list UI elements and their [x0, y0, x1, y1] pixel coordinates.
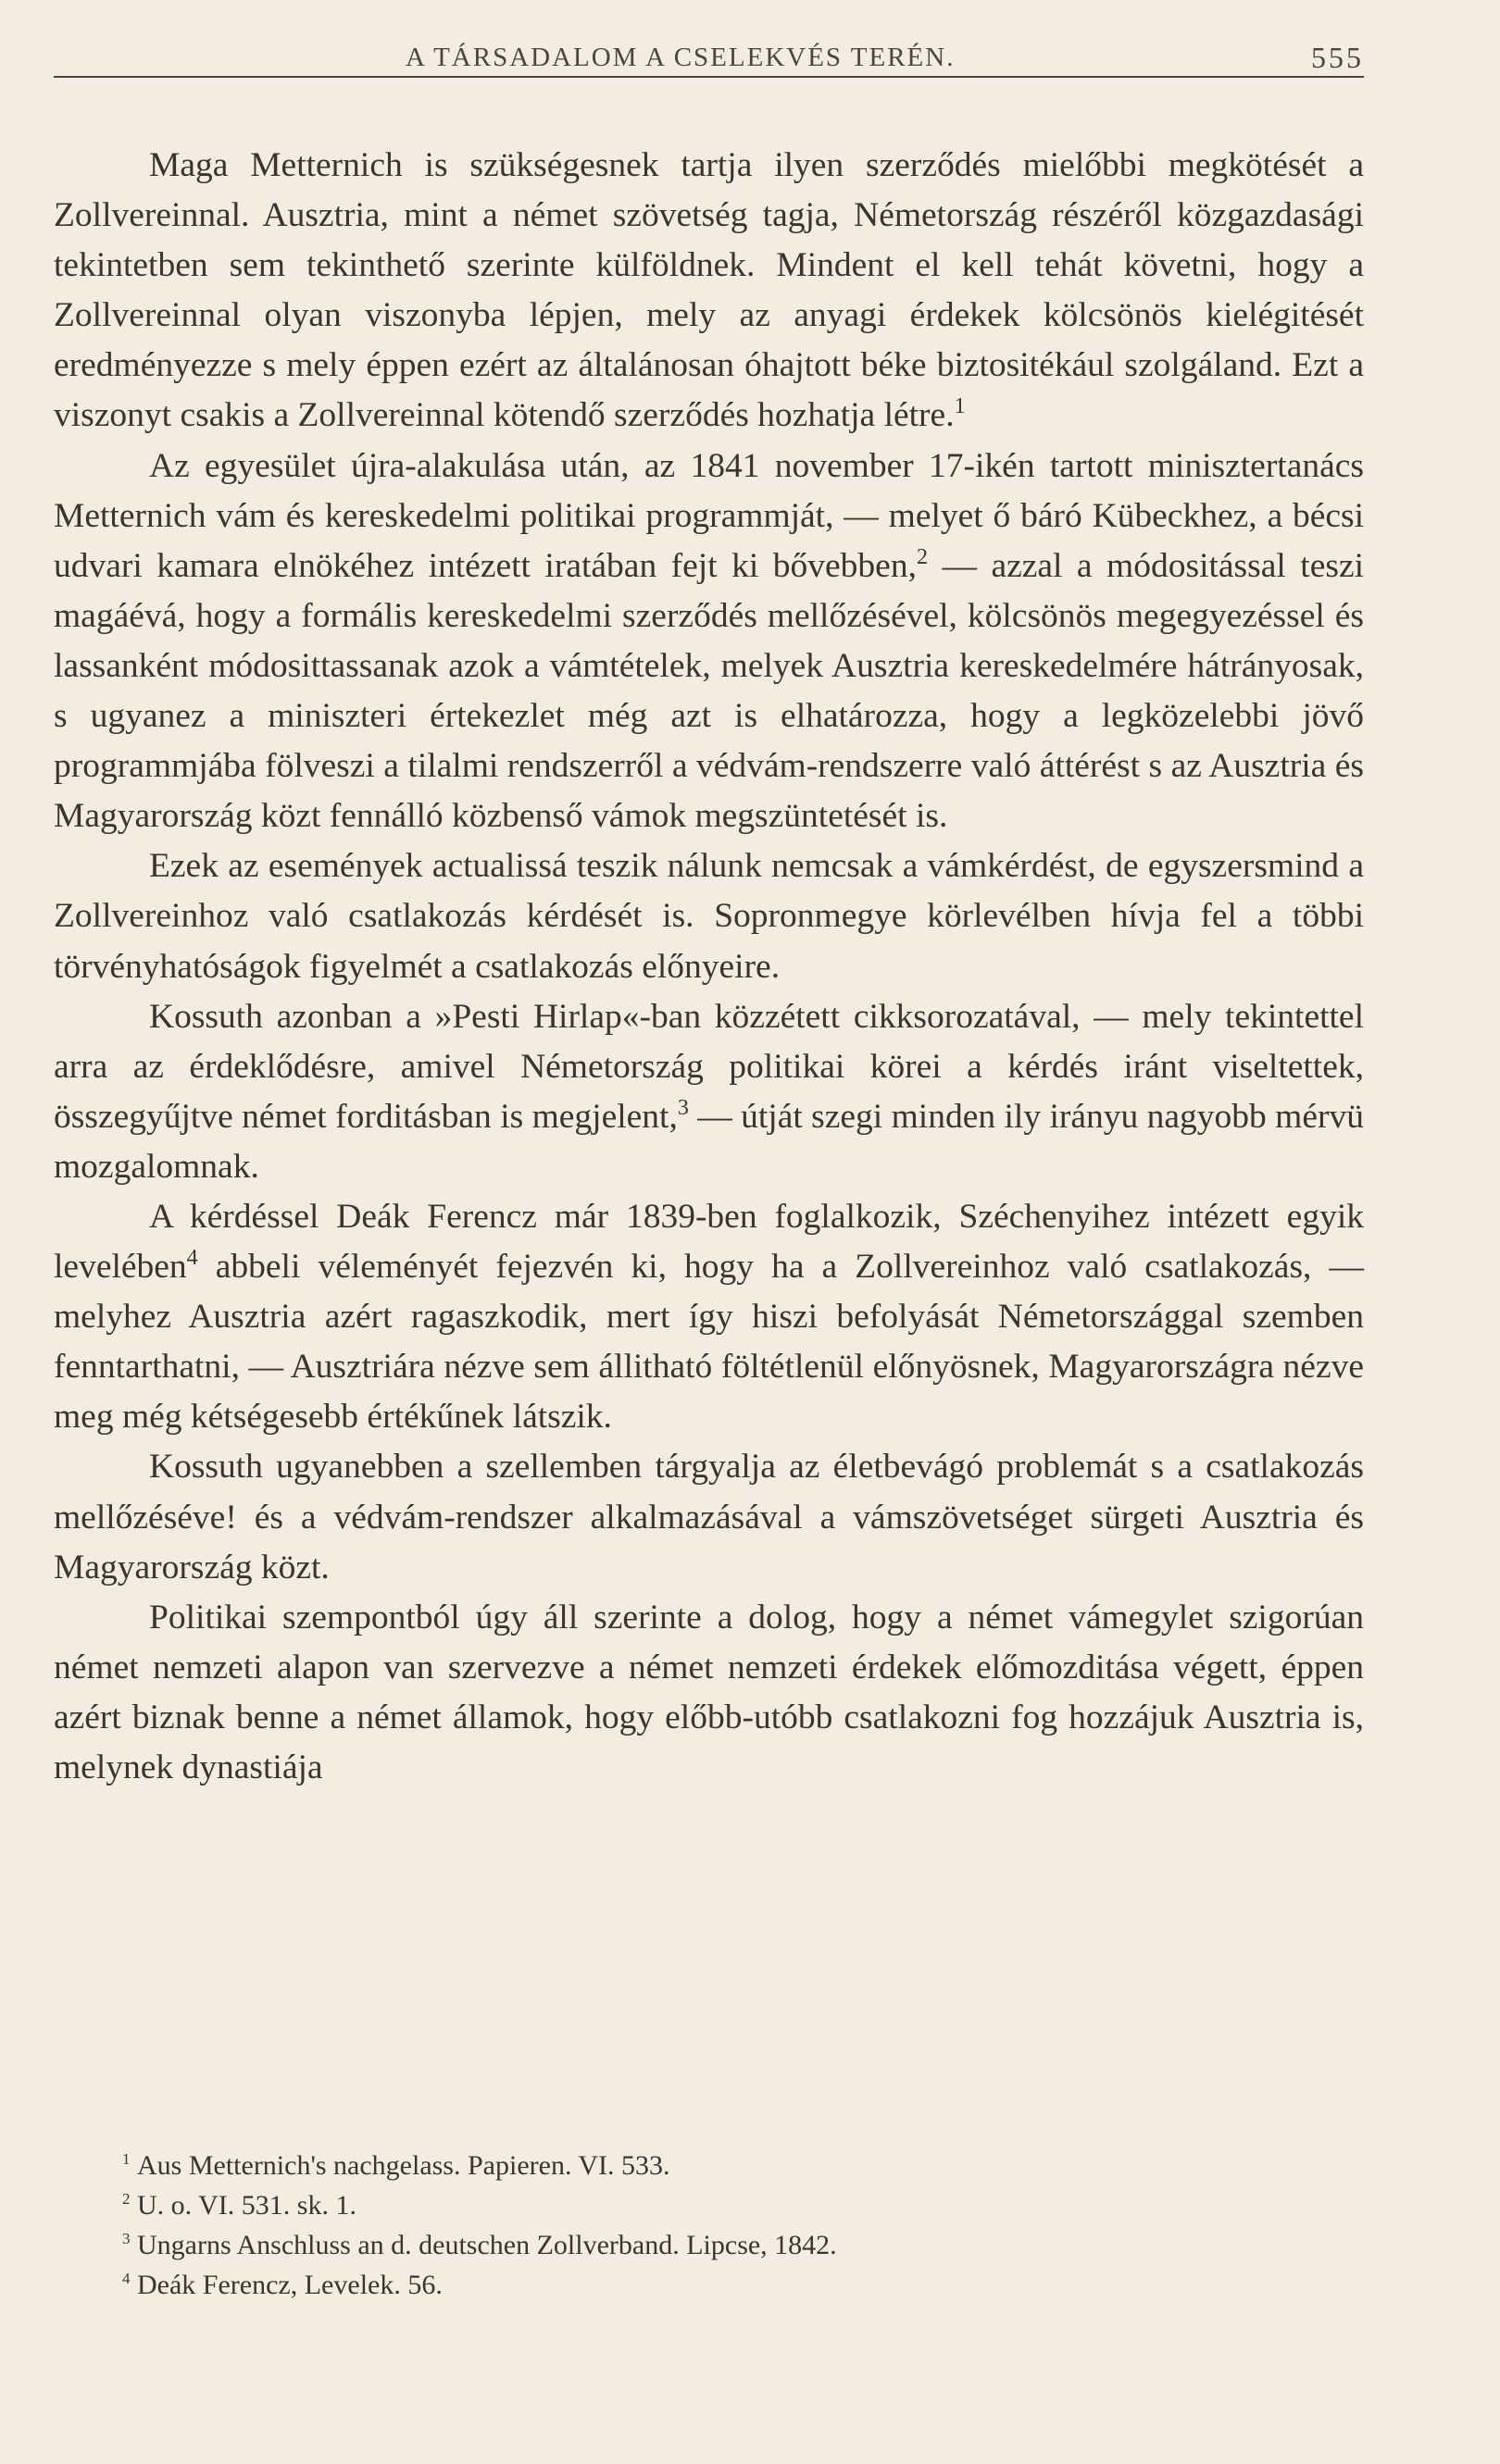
paragraph	[54, 1192, 1364, 1442]
footnote-mark: 2	[122, 2190, 131, 2208]
footnote	[122, 2225, 1341, 2265]
text-run: — útját szegi minden ily irányu nagyobb mérvü mozgalomnak.	[54, 1097, 1364, 1186]
footnote-ref: 4	[186, 1246, 198, 1271]
text-run: abbeli véleményét fejezvén ki, hogy ha a Zollvereinhoz való csatlakozás, — melyhez Ausztria azért ragaszkodik, mert így hiszi befolyását Németországgal szemben fenntarthatni, — Ausztriára nézve sem állitható föltétlenül előnyösnek, Magyarországra nézve meg még kétségesebb értékűnek látszik.	[54, 1248, 1364, 1437]
text-run: Kossuth azonban a »Pesti Hirlap«-ban közzétett cikksorozatával, — mely tekintettel arra az érdeklődésre, amivel Németország politikai körei a kérdés iránt viseltettek, összegyűjtve német forditásban is megjelent,	[54, 997, 1364, 1136]
footnote-mark: 1	[122, 2150, 131, 2168]
footnote-text: Deák Ferencz, Levelek. 56.	[137, 2270, 443, 2300]
paragraph	[54, 841, 1364, 991]
footnote-text: Ungarns Anschluss an d. deutschen Zollverband. Lipcse, 1842.	[137, 2230, 837, 2260]
paragraph	[54, 1442, 1364, 1592]
footnote-ref: 1	[954, 394, 966, 419]
footnote-ref: 3	[677, 1095, 689, 1120]
footnote-mark: 3	[122, 2230, 131, 2247]
page-number: 555	[1311, 41, 1364, 74]
text-run: Ezek az események actualissá teszik nálunk nemcsak a vámkérdést, de egyszersmind a Zollvereinhoz való csatlakozás kérdését is. Sopronmegye körlevélben hívja fel a többi törvényhatóságok figyelmét a csatlakozás előnyeire.	[54, 847, 1364, 986]
footnote-text: Aus Metternich's nachgelass. Papieren. VI. 533.	[137, 2150, 670, 2181]
paragraph	[54, 442, 1364, 842]
footnote-text: U. o. VI. 531. sk. 1.	[137, 2190, 356, 2221]
footnote	[122, 2265, 1341, 2305]
footnote-mark: 4	[122, 2270, 131, 2287]
paragraph	[54, 992, 1364, 1192]
text-run: — azzal a módositással teszi magáévá, hogy a formális kereskedelmi szerződés mellőzésével, kölcsönös megegyezéssel és lassanként módosittassanak azok a vámtételek, melyek Ausztria kereskedelmére hátrányosak, s ugyanez a miniszteri értekezlet még azt is elhatározza, hogy a legközelebbi jövő programmjába fölveszi a tilalmi rendszerről a védvám-rendszerre való áttérést s az Ausztria és Magyarország közt fennálló közbenső vámok megszüntetését is.	[54, 546, 1365, 836]
footnotes	[122, 2146, 1341, 2305]
body-text	[54, 141, 1364, 1793]
paragraph	[54, 141, 1364, 442]
text-run: Az egyesület újra-alakulása után, az 1841 november 17-ikén tartott minisztertanács Metternich vám és kereskedelmi politikai programmját, — melyet ő báró Kübeckhez, a bécsi udvari kamara elnökéhez intézett iratában fejt ki bővebben,	[54, 446, 1364, 585]
text-run: A kérdéssel Deák Ferencz már 1839-ben foglalkozik, Széchenyihez intézett egyik levelében	[54, 1197, 1364, 1287]
running-head	[54, 35, 1364, 78]
footnote	[122, 2146, 1341, 2185]
text-run: Kossuth ugyanebben a szellemben tárgyalja az életbevágó problemát s a csatlakozás mellőzéséve! és a védvám-rendszer alkalmazásával a vámszövetséget sürgeti Ausztria és Magyarország közt.	[54, 1448, 1364, 1587]
running-title: A TÁRSADALOM A CSELEKVÉS TERÉN.	[406, 43, 956, 72]
text-run: Politikai szempontból úgy áll szerinte a dolog, hogy a német vámegylet szigorúan német nemzeti alapon van szervezve a német nemzeti érdekek előmozditása végett, éppen azért biznak benne a német államok, hogy előbb-utóbb csatlakozni fog hozzájuk Ausztria is, melynek dynastiája	[54, 1598, 1364, 1786]
paragraph	[54, 1593, 1364, 1793]
text-run: Maga Metternich is szükségesnek tartja ilyen szerződés mielőbbi megkötését a Zollvereinnal. Ausztria, mint a német szövetség tagja, Németország részéről közgazdasági tekintetben sem tekinthető szerinte külföldnek. Mindent el kell tehát követni, hogy a Zollvereinnal olyan viszonyba lépjen, mely az anyagi érdekek kölcsönös kielégitését eredményezze s mely éppen ezért az általánosan óhajtott béke biztositékául szolgáland. Ezt a viszonyt csakis a Zollvereinnal kötendő szerződés hozhatja létre.	[54, 146, 1364, 435]
footnote-ref: 2	[916, 544, 928, 569]
footnote	[122, 2185, 1341, 2225]
